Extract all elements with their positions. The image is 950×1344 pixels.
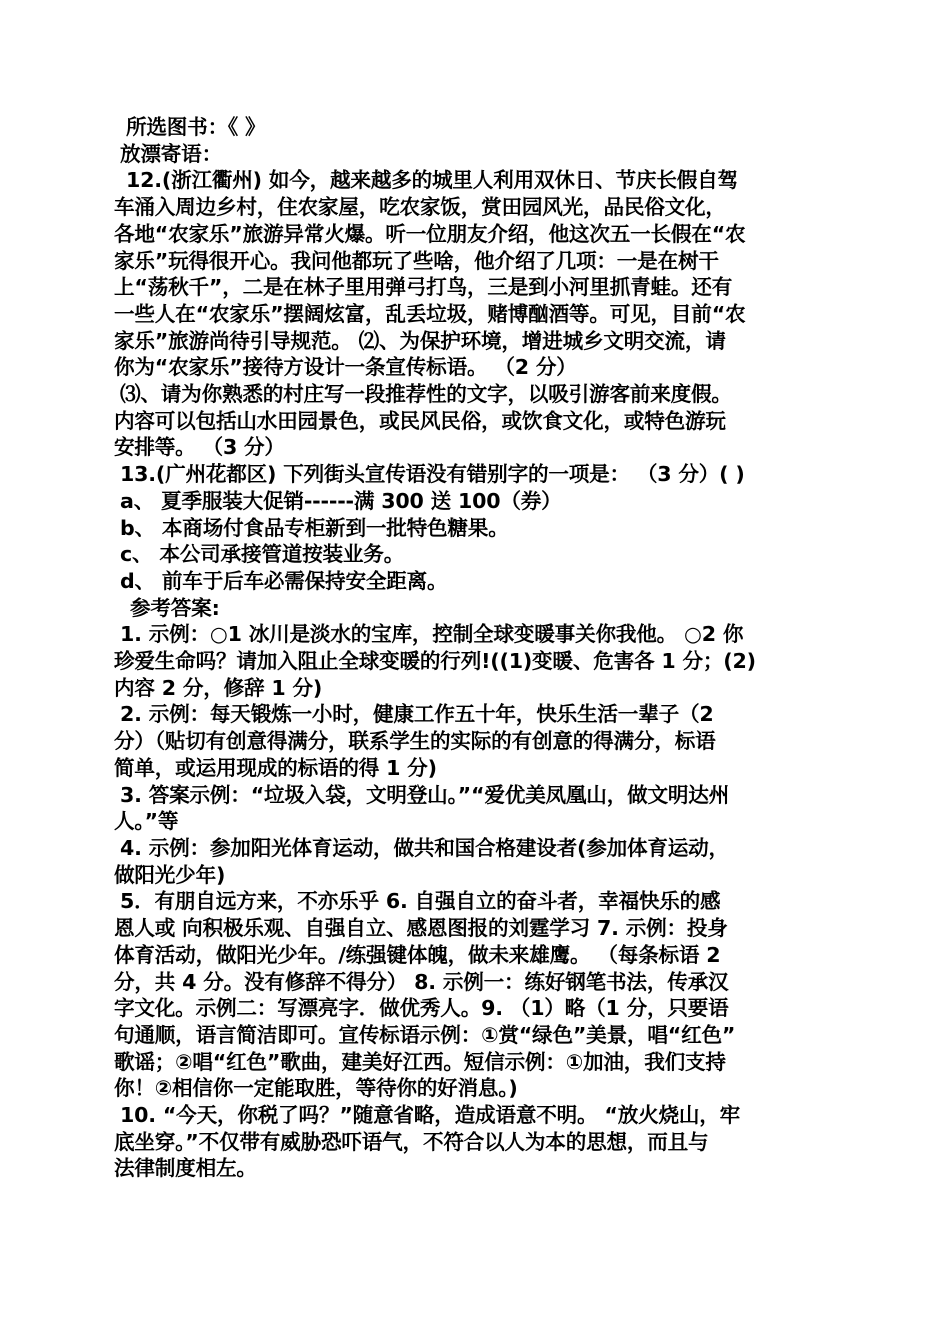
text-line: 10. “今天，你税了吗？”随意省略，造成语意不明。 “放火烧山，牢 bbox=[120, 1103, 741, 1128]
text-line: 字文化。示例二：写漂亮字．做优秀人。9. （1）略（1 分，只要语 bbox=[114, 996, 729, 1021]
text-line: 4. 示例：参加阳光体育运动，做共和国合格建设者(参加体育运动， bbox=[120, 835, 729, 860]
text-line: 2. 示例：每天锻炼一小时，健康工作五十年，快乐生活一辈子（2 bbox=[120, 702, 714, 727]
text-line: 你为“农家乐”接待方设计一条宣传标语。 （2 分） bbox=[114, 355, 577, 380]
text-line: 1. 示例：○1 冰川是淡水的宝库，控制全球变暖事关你我他。 ○2 你 bbox=[120, 622, 744, 647]
text-line: 珍爱生命吗？请加入阻止全球变暖的行列!((1)变暖、危害各 1 分；(2) bbox=[114, 649, 756, 674]
text-line: ⑶、请为你熟悉的村庄写一段推荐性的文字，以吸引游客前来度假。 bbox=[120, 382, 732, 407]
text-line: 恩人或 向积极乐观、自强自立、感恩图报的刘霆学习 7. 示例：投身 bbox=[114, 916, 728, 941]
text-line: 家乐”玩得很开心。我问他都玩了些啥，他介绍了几项：一是在树干 bbox=[114, 248, 719, 273]
text-line: 各地“农家乐”旅游异常火爆。听一位朋友介绍，他这次五一长假在“农 bbox=[114, 221, 746, 246]
text-line: 3. 答案示例：“垃圾入袋，文明登山。”“爱优美凤凰山，做文明达州 bbox=[120, 782, 730, 807]
text-line: 底坐穿。”不仅带有威胁恐吓语气，不符合以人为本的思想，而且与 bbox=[114, 1129, 709, 1154]
text-line: 所选图书：《 》 bbox=[126, 115, 266, 139]
text-line: 句通顺，语言简洁即可。宣传标语示例：①赏“绿色”美景，唱“红色” bbox=[114, 1022, 736, 1047]
text-line: 体育活动，做阳光少年。/练强键体魄，做未来雄鹰。 （每条标语 2 bbox=[114, 942, 721, 967]
document-page bbox=[114, 114, 836, 1182]
text-line: 参考答案: bbox=[130, 595, 220, 620]
text-line: 放漂寄语： bbox=[120, 141, 222, 166]
text-line: 法律制度相左。 bbox=[114, 1156, 257, 1181]
text-line: 做阳光少年) bbox=[114, 862, 226, 887]
text-line: 13.(广州花都区) 下列街头宣传语没有错别字的一项是： （3 分）( ) bbox=[120, 462, 745, 487]
text-line: 安排等。 （3 分） bbox=[114, 435, 285, 460]
text-line: d、 前车于后车必需保持安全距离。 bbox=[120, 568, 448, 593]
text-line: 歌谣；②唱“红色”歌曲，建美好江西。短信示例：①加油，我们支持 bbox=[114, 1049, 726, 1074]
text-line: 5．有朋自远方来，不亦乐乎 6. 自强自立的奋斗者，幸福快乐的感 bbox=[120, 889, 721, 914]
text-line: b、 本商场付食品专柜新到一批特色糖果。 bbox=[120, 515, 509, 540]
text-line: 上“荡秋千”，二是在林子里用弹弓打鸟，三是到小河里抓青蛙。还有 bbox=[114, 275, 733, 300]
text-line: 家乐”旅游尚待引导规范。 ⑵、为保护环境，增进城乡文明交流，请 bbox=[114, 328, 726, 353]
text-line: c、 本公司承接管道按装业务。 bbox=[120, 542, 405, 567]
text-line: 一些人在“农家乐”摆阔炫富，乱丢垃圾，赌博酗酒等。可见，目前“农 bbox=[114, 301, 746, 326]
text-line: 12.(浙江衢州) 如今，越来越多的城里人利用双休日、节庆长假自驾 bbox=[126, 168, 738, 193]
text-line: 车涌入周边乡村，住农家屋，吃农家饭，赏田园风光，品民俗文化， bbox=[114, 195, 726, 220]
text-line: 分，共 4 分。没有修辞不得分） 8. 示例一：练好钢笔书法，传承汉 bbox=[114, 969, 729, 994]
text-line: 人。”等 bbox=[114, 809, 179, 834]
text-line: 你！②相信你一定能取胜，等待你的好消息。) bbox=[114, 1076, 518, 1101]
text-line: 内容 2 分，修辞 1 分) bbox=[114, 675, 323, 700]
text-line: 简单，或运用现成的标语的得 1 分) bbox=[114, 755, 437, 780]
text-line: a、 夏季服装大促销------满 300 送 100（券） bbox=[120, 488, 562, 513]
text-line: 分）（贴切有创意得满分，联系学生的实际的有创意的得满分，标语 bbox=[114, 729, 716, 754]
text-line: 内容可以包括山水田园景色，或民风民俗，或饮食文化，或特色游玩 bbox=[114, 408, 726, 433]
